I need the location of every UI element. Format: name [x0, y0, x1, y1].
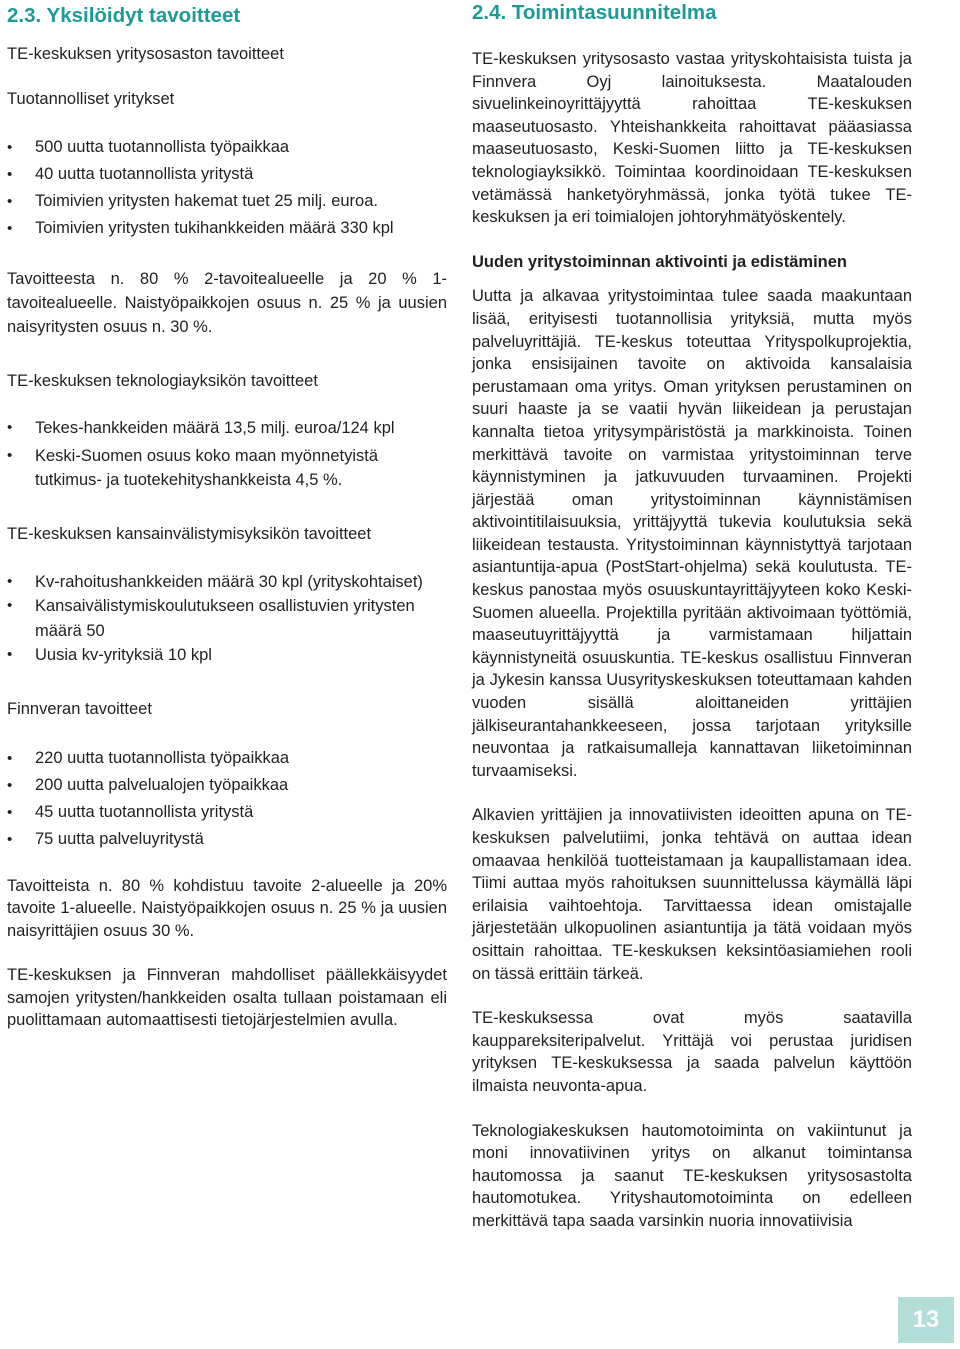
- internationalization-goals-title: TE-keskuksen kansainvälistymisyksikön tavoitteet: [7, 524, 372, 543]
- technology-unit-goals-list: [7, 416, 447, 493]
- action-plan-paragraph-4: TE-keskuksessa ovat myös saatavilla kauppareksiteripalvelut. Yrittäjä voi perustaa juridisen yrityksen TE-keskuksessa ja saada palvelun käyttöön ilmaista neuvonta-apua.: [472, 1009, 912, 1095]
- finnvera-note: Tavoitteista n. 80 % kohdistuu tavoite 2-alueelle ja 20% tavoite 1-alueelle. Naistyöpaikkojen osuus n. 25 % ja uusien naisyrittäjien osuus 30 %.: [7, 876, 447, 940]
- list-item: • Uusia kv-yrityksiä 10 kpl: [7, 643, 447, 668]
- list-item: • 200 uutta palvelualojen työpaikkaa: [7, 772, 447, 799]
- list-item: • Tekes-hankkeiden määrä 13,5 milj. euroa/124 kpl: [7, 416, 447, 441]
- section-heading-2-4: 2.4. Toimintasuunnitelma: [472, 1, 717, 24]
- list-item: • Toimivien yritysten tukihankkeiden määrä 330 kpl: [7, 215, 447, 242]
- left-column: [7, 0, 447, 1032]
- yritysosasto-goals-list: [7, 134, 447, 242]
- list-item: • Keski-Suomen osuus koko maan myönnetyistä tutkimus- ja tuotekehityshankkeista 4,5 %.: [7, 444, 447, 493]
- finnvera-goals-title: Finnveran tavoitteet: [7, 699, 152, 718]
- list-item: • 500 uutta tuotannollista työpaikkaa: [7, 134, 447, 161]
- production-companies-subtitle: Tuotannolliset yritykset: [7, 89, 175, 108]
- list-item: • 220 uutta tuotannollista työpaikkaa: [7, 745, 447, 772]
- list-item: • Kv-rahoitushankkeiden määrä 30 kpl (yrityskohtaiset): [7, 570, 447, 595]
- technology-unit-goals-title: TE-keskuksen teknologiayksikön tavoitteet: [7, 371, 318, 390]
- list-item: • Kansaivälistymiskoulutukseen osallistuvien yritysten määrä 50: [7, 594, 447, 643]
- action-plan-paragraph-5: Teknologiakeskuksen hautomotoiminta on vakiintunut ja moni innovatiivinen yritys on alkanut toimintansa hautomossa ja saanut TE-keskuksen yritysosastolta hautomotukea. Yrityshautomotoiminta on edelleen merkittävä tapa saada varsinkin nuoria innovatiivisia: [472, 1121, 912, 1230]
- action-plan-paragraph-2: Uutta ja alkavaa yritystoimintaa tulee saada maakuntaan lisää, erityisesti tuotannollisia yrityksiä, mutta myös palveluyrittäjiä. TE-keskus toteuttaa Yrityspolkuprojektia, jonka ensisijainen tavoite on aktivoida kansalaisia perustamaan oma yritys. Oman yrityksen perustaminen on suuri haaste ja se vaatii hyvän liikeidean ja perustajan kannalta tietoa yritysympäristöstä ja markkinoista. Toinen merkittävä tavoite on varmistaa yritystoiminnan terve käynnistyminen ja jatkuvuuden turvaaminen. Projekti järjestää oman yritystoiminnan käynnistämisen aktivointitilaisuuksia, yrittäjyyttä tukevia koulutuksia sekä liikeidean testausta. Yritystoiminnan käynnistyttyä tarjotaan asiantuntija-apua (PostStart-ohjelma) sekä koulutusta. TE-keskus panostaa myös osuuskuntayrittäjyyteen koko Keski-Suomen alueella. Projektilla pyritään aktivoimaan työttömiä, maaseutuyrittäjyyttä ja varmistamaan hiljattain käynnistyneitä osuuskuntia. TE-keskus osallistuu Finnveran ja Jykesin kanssa Uusyrityskeskuksen toteuttamaan kahden vuoden sisällä aloittaneiden yrittäjien jälkiseurantahankkeeseen, jossa tarjotaan yrityksille neuvontaa ja ratkaisumalleja kannattavan liiketoiminnan turvaamiseksi.: [472, 287, 912, 780]
- action-plan-paragraph-1: TE-keskuksen yritysosasto vastaa yrityskohtaisista tuista ja Finnvera Oyj lainoituksesta. Maatalouden sivuelinkeinoyrittäjyyttä rahoittaa TE-keskuksen maaseutuosasto. Yhteishankkeita rahoittavat pääasiassa maaseutuosasto, Keski-Suomen liitto ja TE-keskuksen teknologiayksikkö. Toimintaa koordinoidaan TE-keskuksen vetämässä hanketyöryhmässä, jonka työtä tukee TE-keskuksen ja eri toimialojen johtoryhmätyöskentely.: [472, 50, 912, 227]
- list-item: • 40 uutta tuotannollista yritystä: [7, 161, 447, 188]
- list-item: • 75 uutta palveluyritystä: [7, 826, 447, 853]
- overlap-paragraph: TE-keskuksen ja Finnveran mahdolliset päällekkäisyydet samojen yritysten/hankkeiden osalta tullaan poistamaan eli puolittamaan automaattisesti tietojärjestelmien avulla.: [7, 966, 447, 1030]
- new-business-activation-heading: Uuden yritystoiminnan aktivointi ja edistäminen: [472, 252, 847, 271]
- list-item: • Toimivien yritysten hakemat tuet 25 milj. euroa.: [7, 188, 447, 215]
- right-column: [472, 0, 912, 1233]
- list-item: • 45 uutta tuotannollista yritystä: [7, 799, 447, 826]
- action-plan-paragraph-3: Alkavien yrittäjien ja innovatiivisten ideoitten apuna on TE-keskuksen palvelutiimi, jonka tehtävä on auttaa idean omaavaa henkilöä tuotteistamaan ja kaupallistamaan idea. Tiimi auttaa myös rahoituksen suunnittelussa käymällä läpi erilaisia vaihtoehtoja. Tarvittaessa idean omistajalle järjestetään ulkopuolinen asiantuntija ja tätä voidaan myös osittain rahoittaa. TE-keskuksen keksintöasiamiehen rooli on tässä erittäin tärkeä.: [472, 806, 912, 983]
- internationalization-goals-list: [7, 570, 447, 668]
- page-number-badge: 13: [898, 1297, 954, 1343]
- yritysosasto-goals-title: TE-keskuksen yritysosaston tavoitteet: [7, 45, 284, 63]
- yritysosasto-note: Tavoitteesta n. 80 % 2-tavoitealueelle ja 20 % 1-tavoitealueelle. Naistyöpaikkojen osuus n. 25 % ja uusien naisyritysten osuus n. 30 %.: [7, 270, 447, 336]
- section-heading-2-3: 2.3. Yksilöidyt tavoitteet: [7, 4, 241, 27]
- finnvera-goals-list: [7, 745, 447, 853]
